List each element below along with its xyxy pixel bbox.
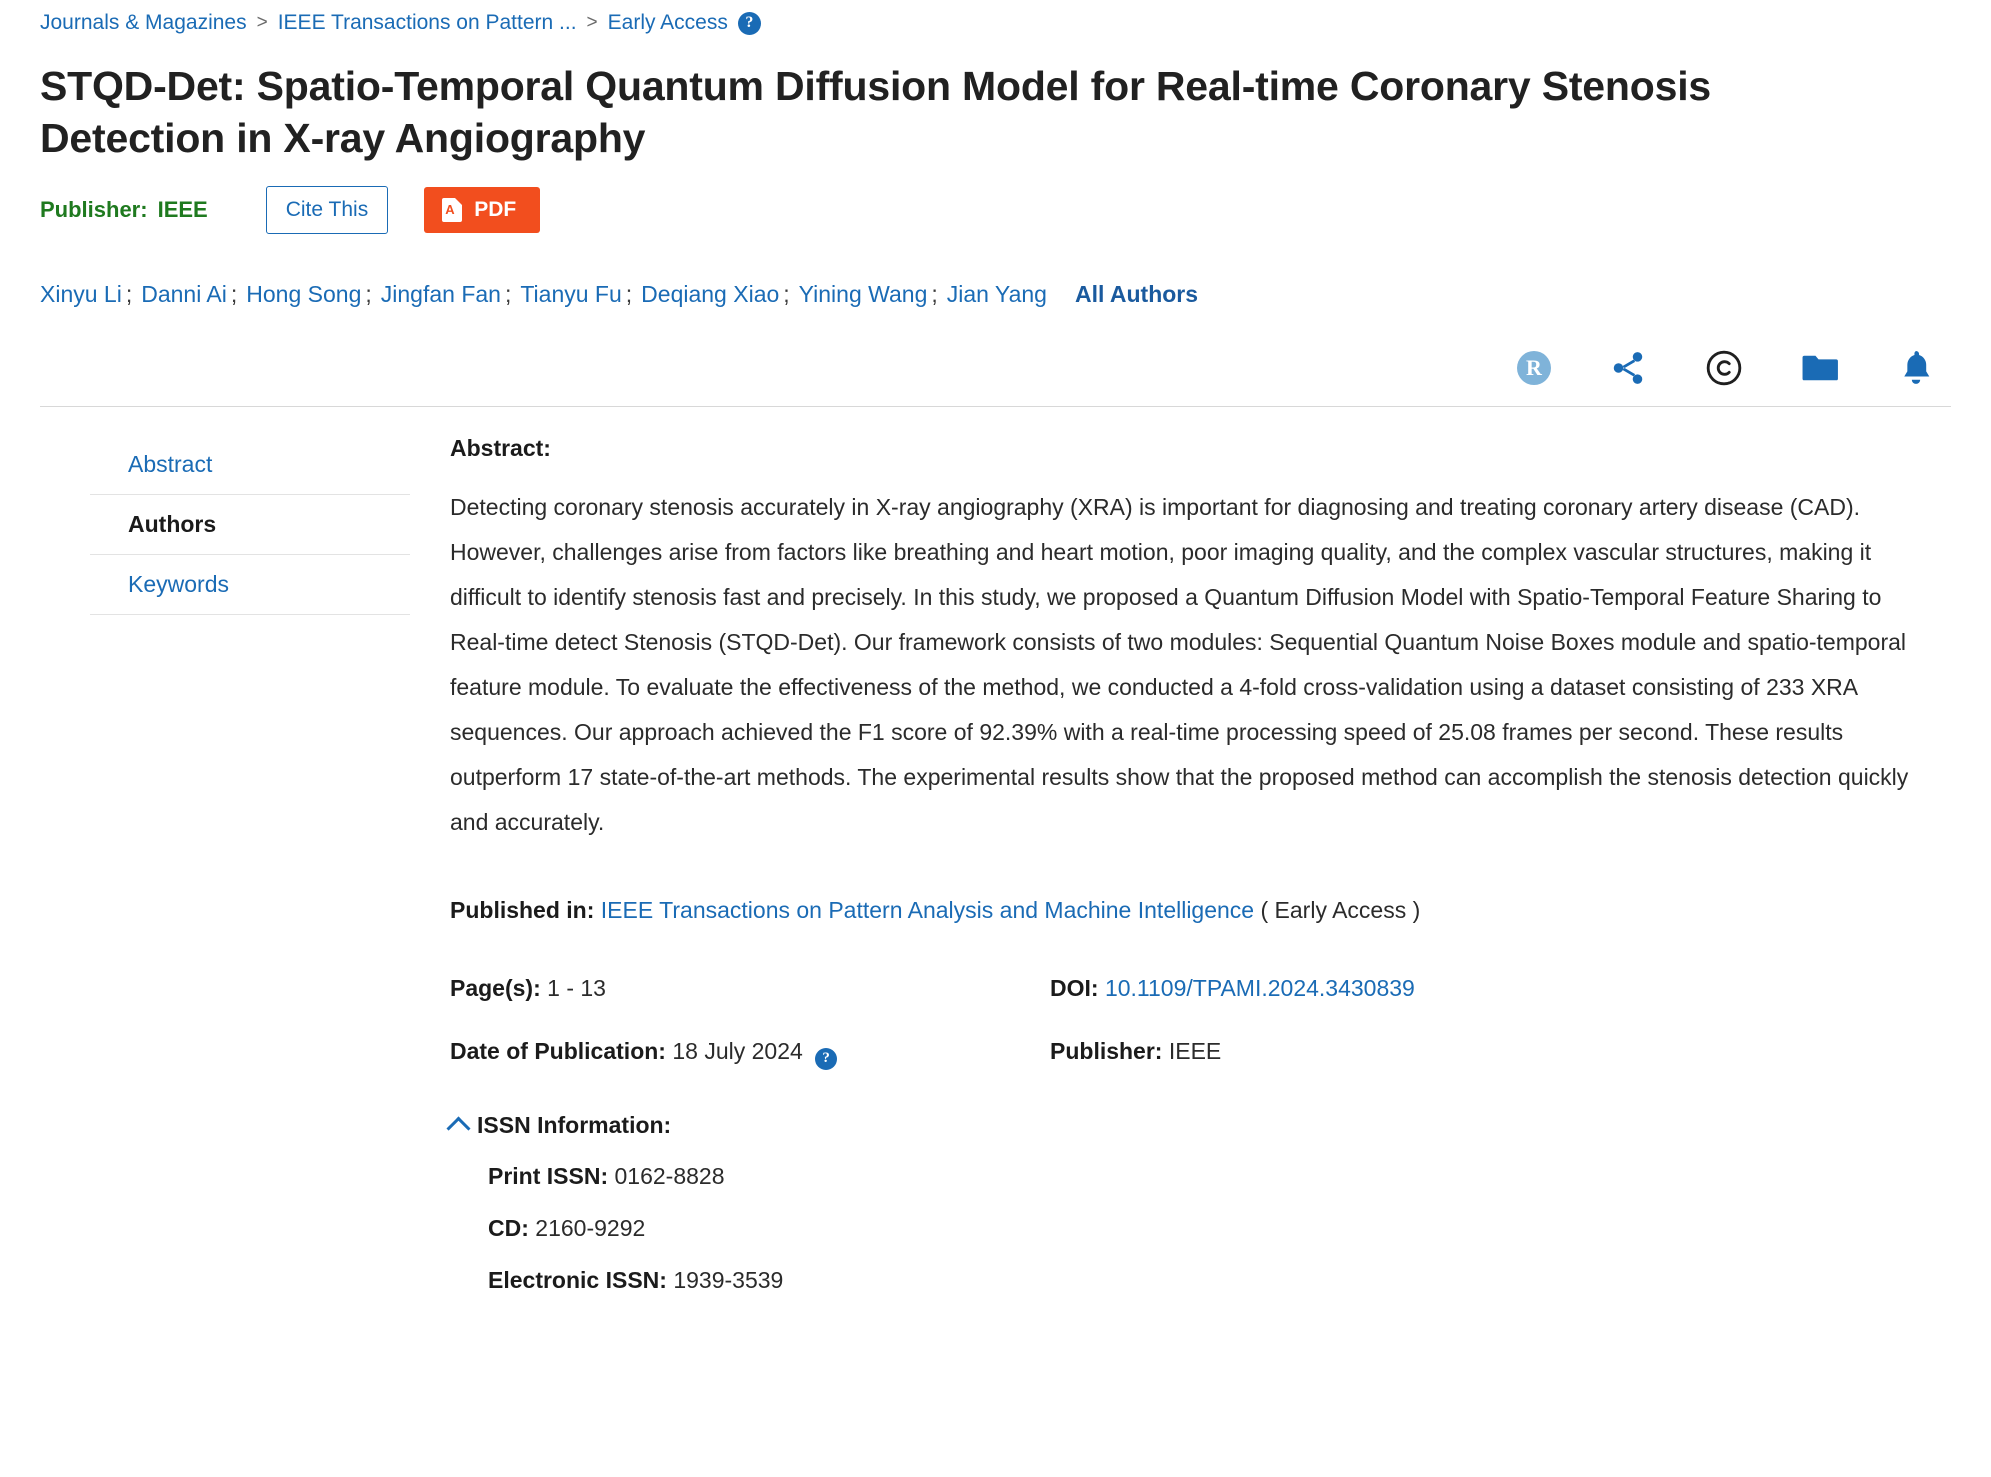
metadata-grid [450, 975, 1911, 1070]
cd-issn-label: CD: [488, 1214, 529, 1241]
pdf-file-icon [442, 198, 462, 222]
author-link[interactable]: Jingfan Fan [380, 281, 501, 307]
folder-icon[interactable] [1801, 351, 1841, 385]
pages-value: 1 - 13 [547, 975, 606, 1001]
print-issn-label: Print ISSN: [488, 1162, 609, 1189]
copyright-icon[interactable] [1705, 349, 1743, 387]
issn-header-label: ISSN Information: [477, 1111, 672, 1138]
section-side-nav [40, 435, 450, 1295]
published-in-status: ( Early Access ) [1260, 897, 1421, 923]
author-separator: ; [783, 281, 790, 307]
electronic-issn-label: Electronic ISSN: [488, 1266, 667, 1293]
abstract-label: Abstract: [450, 435, 551, 461]
pdf-button[interactable] [424, 187, 540, 233]
breadcrumb-item-transactions[interactable]: IEEE Transactions on Pattern ... [277, 11, 577, 34]
author-link[interactable]: Yining Wang [798, 281, 928, 307]
abstract-text: Detecting coronary stenosis accurately in X-ray angiography (XRA) is important for diagnosing and treating coronary artery disease (CAD). However, challenges arise from factors like breathing and heart motion, poor imaging quality, and the complex vascular structures, making it difficult to identify stenosis fast and precisely. In this study, we proposed a Quantum Diffusion Model with Spatio-Temporal Feature Sharing to Real-time detect Stenosis (STQD-Det). Our framework consists of two modules: Sequential Quantum Noise Boxes module and spatio-temporal feature module. To evaluate the effectiveness of the method, we conducted a 4-fold cross-validation using a dataset consisting of 233 XRA sequences. Our approach achieved the F1 score of 92.39% with a real-time processing speed of 25.08 frames per second. These results outperform 17 state-of-the-art methods. The experimental results show that the proposed method can accomplish the stenosis detection quickly and accurately. [450, 494, 1909, 835]
all-authors-link[interactable]: All Authors [1074, 281, 1199, 307]
pages-label: Page(s): [450, 975, 541, 1001]
publisher-meta-label: Publisher: [1050, 1038, 1163, 1064]
author-separator: ; [625, 281, 633, 307]
publisher-field [1050, 1038, 1911, 1070]
author-link[interactable]: Tianyu Fu [520, 281, 622, 307]
rights-circle-glyph: R [1517, 351, 1551, 385]
alerts-bell-icon[interactable] [1899, 349, 1933, 387]
breadcrumb-item-early-access[interactable]: Early Access [607, 11, 728, 34]
help-icon[interactable]: ? [815, 1048, 837, 1070]
author-link[interactable]: Deqiang Xiao [641, 281, 780, 307]
rights-and-permissions-icon[interactable] [1517, 351, 1551, 385]
publisher-name: IEEE [157, 197, 208, 222]
pages-field [450, 975, 1050, 1002]
published-in-label: Published in: [450, 897, 595, 923]
author-separator: ; [125, 281, 133, 307]
page-title: STQD-Det: Spatio-Temporal Quantum Diffusion Model for Real-time Coronary Stenosis Detection in X-ray Angiography [40, 63, 1711, 161]
author-link[interactable]: Xinyu Li [40, 281, 122, 307]
chevron-up-icon [446, 1116, 470, 1140]
publisher-meta-value: IEEE [1168, 1038, 1222, 1064]
publisher-actions-row [40, 186, 1951, 234]
author-separator: ; [504, 281, 512, 307]
cite-this-button[interactable]: Cite This [266, 186, 388, 234]
date-of-publication-value: 18 July 2024 [672, 1038, 803, 1064]
issn-row [450, 1213, 1911, 1243]
breadcrumb-separator: > [586, 12, 598, 33]
issn-toggle[interactable] [450, 1112, 1911, 1139]
print-issn-value: 0162-8828 [614, 1162, 725, 1189]
breadcrumb-separator: > [256, 12, 268, 33]
document-body [40, 407, 1951, 1295]
author-link[interactable]: Danni Ai [141, 281, 227, 307]
author-separator: ; [365, 281, 372, 307]
author-link[interactable]: Jian Yang [946, 281, 1047, 307]
author-link[interactable]: Hong Song [246, 281, 362, 307]
abstract-section [450, 435, 1951, 1295]
author-separator: ; [931, 281, 938, 307]
sidebar-item-keywords[interactable]: Keywords [90, 555, 410, 615]
pdf-button-label: PDF [474, 198, 517, 221]
doi-link[interactable]: 10.1109/TPAMI.2024.3430839 [1104, 975, 1415, 1001]
issn-row [450, 1265, 1911, 1295]
date-of-publication-field [450, 1038, 1050, 1070]
publisher-label: Publisher: [40, 197, 148, 222]
share-icon[interactable] [1609, 349, 1647, 387]
published-in-row [450, 893, 1911, 927]
authors-list [40, 278, 1951, 310]
cd-issn-value: 2160-9292 [535, 1214, 646, 1241]
breadcrumb-item-journals[interactable]: Journals & Magazines [40, 11, 247, 34]
published-in-journal-link[interactable]: IEEE Transactions on Pattern Analysis and Machine Intelligence [600, 897, 1255, 923]
date-of-publication-label: Date of Publication: [450, 1038, 666, 1064]
document-action-icons [40, 338, 1951, 398]
issn-row [450, 1161, 1911, 1191]
breadcrumb [40, 0, 1951, 36]
electronic-issn-value: 1939-3539 [673, 1266, 784, 1293]
doi-field [1050, 975, 1911, 1002]
sidebar-item-authors[interactable]: Authors [90, 495, 410, 555]
sidebar-item-abstract[interactable]: Abstract [90, 435, 410, 495]
author-separator: ; [230, 281, 238, 307]
help-icon[interactable]: ? [738, 12, 761, 35]
issn-information [450, 1112, 1911, 1295]
doi-label: DOI: [1050, 975, 1099, 1001]
